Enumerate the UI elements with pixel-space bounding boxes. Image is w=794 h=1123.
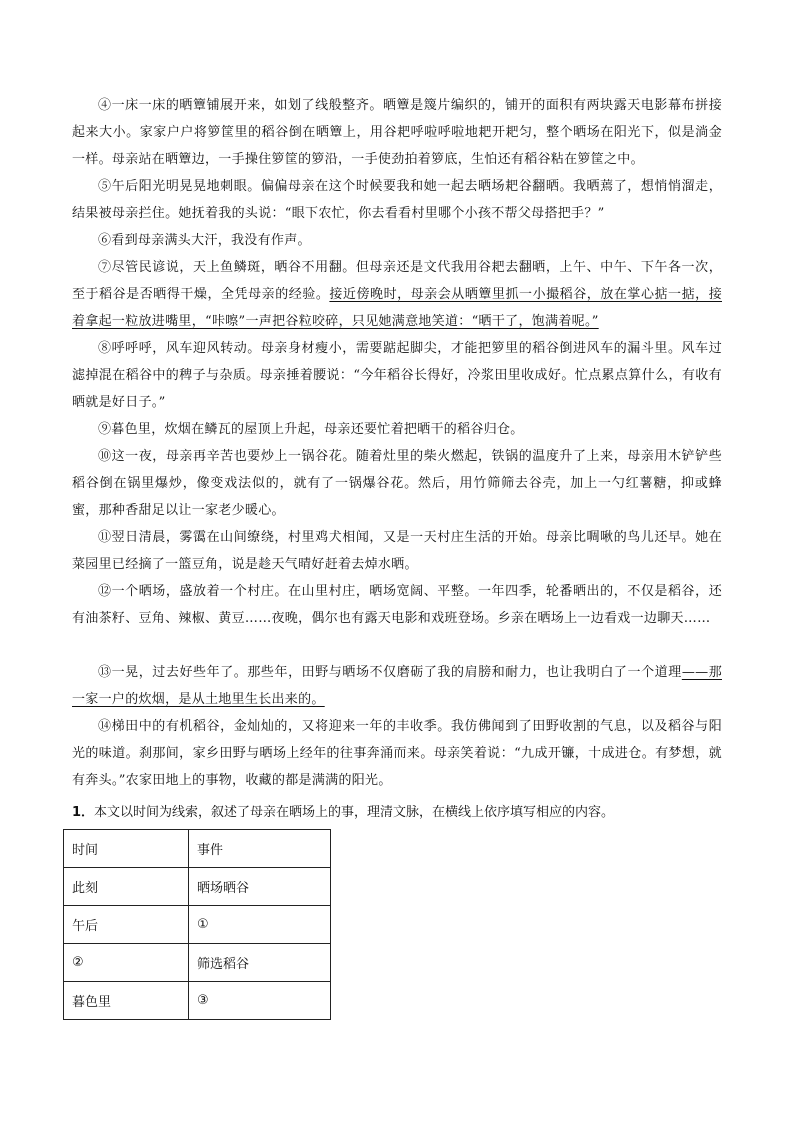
paragraph-14: ⑭梯田中的有机稻谷，金灿灿的，又将迎来一年的丰收季。我仿佛闻到了田野收割的气息，以及稻谷与阳光的味道。刹那间，家乡田野与晒场上经年的往事奔涌而来。母亲笑着说：“九成开镰，十成进仓。有梦想，就有奔头。”农家田地上的事物，收藏的都是满满的阳光。 xyxy=(72,719,722,788)
paragraph-10: ⑩这一夜，母亲再辛苦也要炒上一锅谷花。随着灶里的柴火燃起，铁锅的温度升了上来，母亲用木铲铲些稻谷倒在锅里爆炒，像变戏法似的，就有了一锅爆谷花。然后，用竹筛筛去谷壳，加上一勺红薯糖，抑或蜂蜜，那种香甜足以让一家老少暖心。 xyxy=(72,449,722,518)
paragraph-13-underlined-sentence: ——那一家一户的炊烟，是从土地里生长出来的。 xyxy=(72,665,722,707)
paragraph-12: ⑫一个晒场，盛放着一个村庄。在山里村庄，晒场宽阔、平整。一年四季，轮番晒出的，不仅是稻谷，还有油茶籽、豆角、辣椒、黄豆……夜晚，偶尔也有露天电影和戏班登场。乡亲在晒场上一边看戏一边聊天…… xyxy=(72,584,722,626)
paragraph-7-text: ⑦尽管民谚说，天上鱼鳞斑，晒谷不用翻。但母亲还是文代我用谷耙去翻晒，上午、中午、下午各一次，至于稻谷是否晒得干燥，全凭母亲的经验。 xyxy=(72,260,722,302)
paragraph-11: ⑪翌日清晨，雾霭在山间缭绕，村里鸡犬相闻，又是一天村庄生活的开始。母亲比啁啾的鸟儿还早。她在菜园里已经摘了一篮豆角，说是趁天气晴好赶着去焯水晒。 xyxy=(72,530,722,572)
blank-1-cell[interactable]: ① xyxy=(189,906,331,944)
table-row xyxy=(64,982,331,1020)
paragraph-7 xyxy=(72,254,722,335)
paragraph-4: ④一床一床的晒簟铺展开来，如划了线般整齐。晒簟是篾片编织的，铺开的面积有两块露天电影幕布拼接起来大小。家家户户将箩筐里的稻谷倒在晒簟上，用谷耙呼啦呼啦地耙开耙匀，整个晒场在阳光下，似是淌金一样。母亲站在晒簟边，一手操住箩筐的箩沿，一手使劲拍着箩底，生怕还有稻谷粘在箩筐之中。 xyxy=(72,98,722,167)
blank-3-cell[interactable]: ③ xyxy=(189,982,331,1020)
paragraph-6: ⑥看到母亲满头大汗，我没有作声。 xyxy=(98,233,311,248)
time-cell: 午后 xyxy=(64,906,189,944)
paragraph-8: ⑧呼呼呼，风车迎风转动。母亲身材瘦小，需要踮起脚尖，才能把箩里的稻谷倒进风车的漏斗里。风车过滤掉混在稻谷中的稗子与杂质。母亲捶着腰说：“今年稻谷长得好，冷浆田里收成好。忙点累点算什么，有收有晒就是好日子。” xyxy=(72,341,722,410)
event-cell: 晒场晒谷 xyxy=(189,868,331,906)
event-cell: 筛选稻谷 xyxy=(189,944,331,982)
blank-2-cell[interactable]: ② xyxy=(64,944,189,982)
table-row xyxy=(64,868,331,906)
table-row xyxy=(64,906,331,944)
paragraph-5: ⑤午后阳光明晃晃地刺眼。偏偏母亲在这个时候要我和她一起去晒场耙谷翻晒。我晒蔫了，想悄悄溜走，结果被母亲拦住。她抚着我的头说：“眼下农忙，你去看看村里哪个小孩不帮父母搭把手？” xyxy=(72,179,722,221)
answer-table xyxy=(63,829,331,1020)
question-text: 本文以时间为线索，叙述了母亲在晒场上的事，理清文脉，在横线上依序填写相应的内容。 xyxy=(94,805,615,820)
header-time: 时间 xyxy=(64,830,189,868)
paragraph-13 xyxy=(72,659,722,713)
question-1 xyxy=(72,800,722,826)
paragraph-7-underlined-sentence: 接近傍晚时，母亲会从晒簟里抓一小撮稻谷，放在掌心掂一掂，接着拿起一粒放进嘴里，“咔嚓”一声把谷粒咬碎，只见她满意地笑道：“晒干了，饱满着呢。” xyxy=(72,287,722,329)
table-row xyxy=(64,944,331,982)
time-cell: 暮色里 xyxy=(64,982,189,1020)
question-number: 1． xyxy=(72,805,95,820)
header-event: 事件 xyxy=(189,830,331,868)
time-cell: 此刻 xyxy=(64,868,189,906)
paragraph-9: ⑨暮色里，炊烟在鳞瓦的屋顶上升起，母亲还要忙着把晒干的稻谷归仓。 xyxy=(98,422,524,437)
paragraph-13-text: ⑬一晃，过去好些年了。那些年，田野与晒场不仅磨砺了我的肩膀和耐力，也让我明白了一个道理 xyxy=(98,665,682,680)
table-header-row xyxy=(64,830,331,868)
